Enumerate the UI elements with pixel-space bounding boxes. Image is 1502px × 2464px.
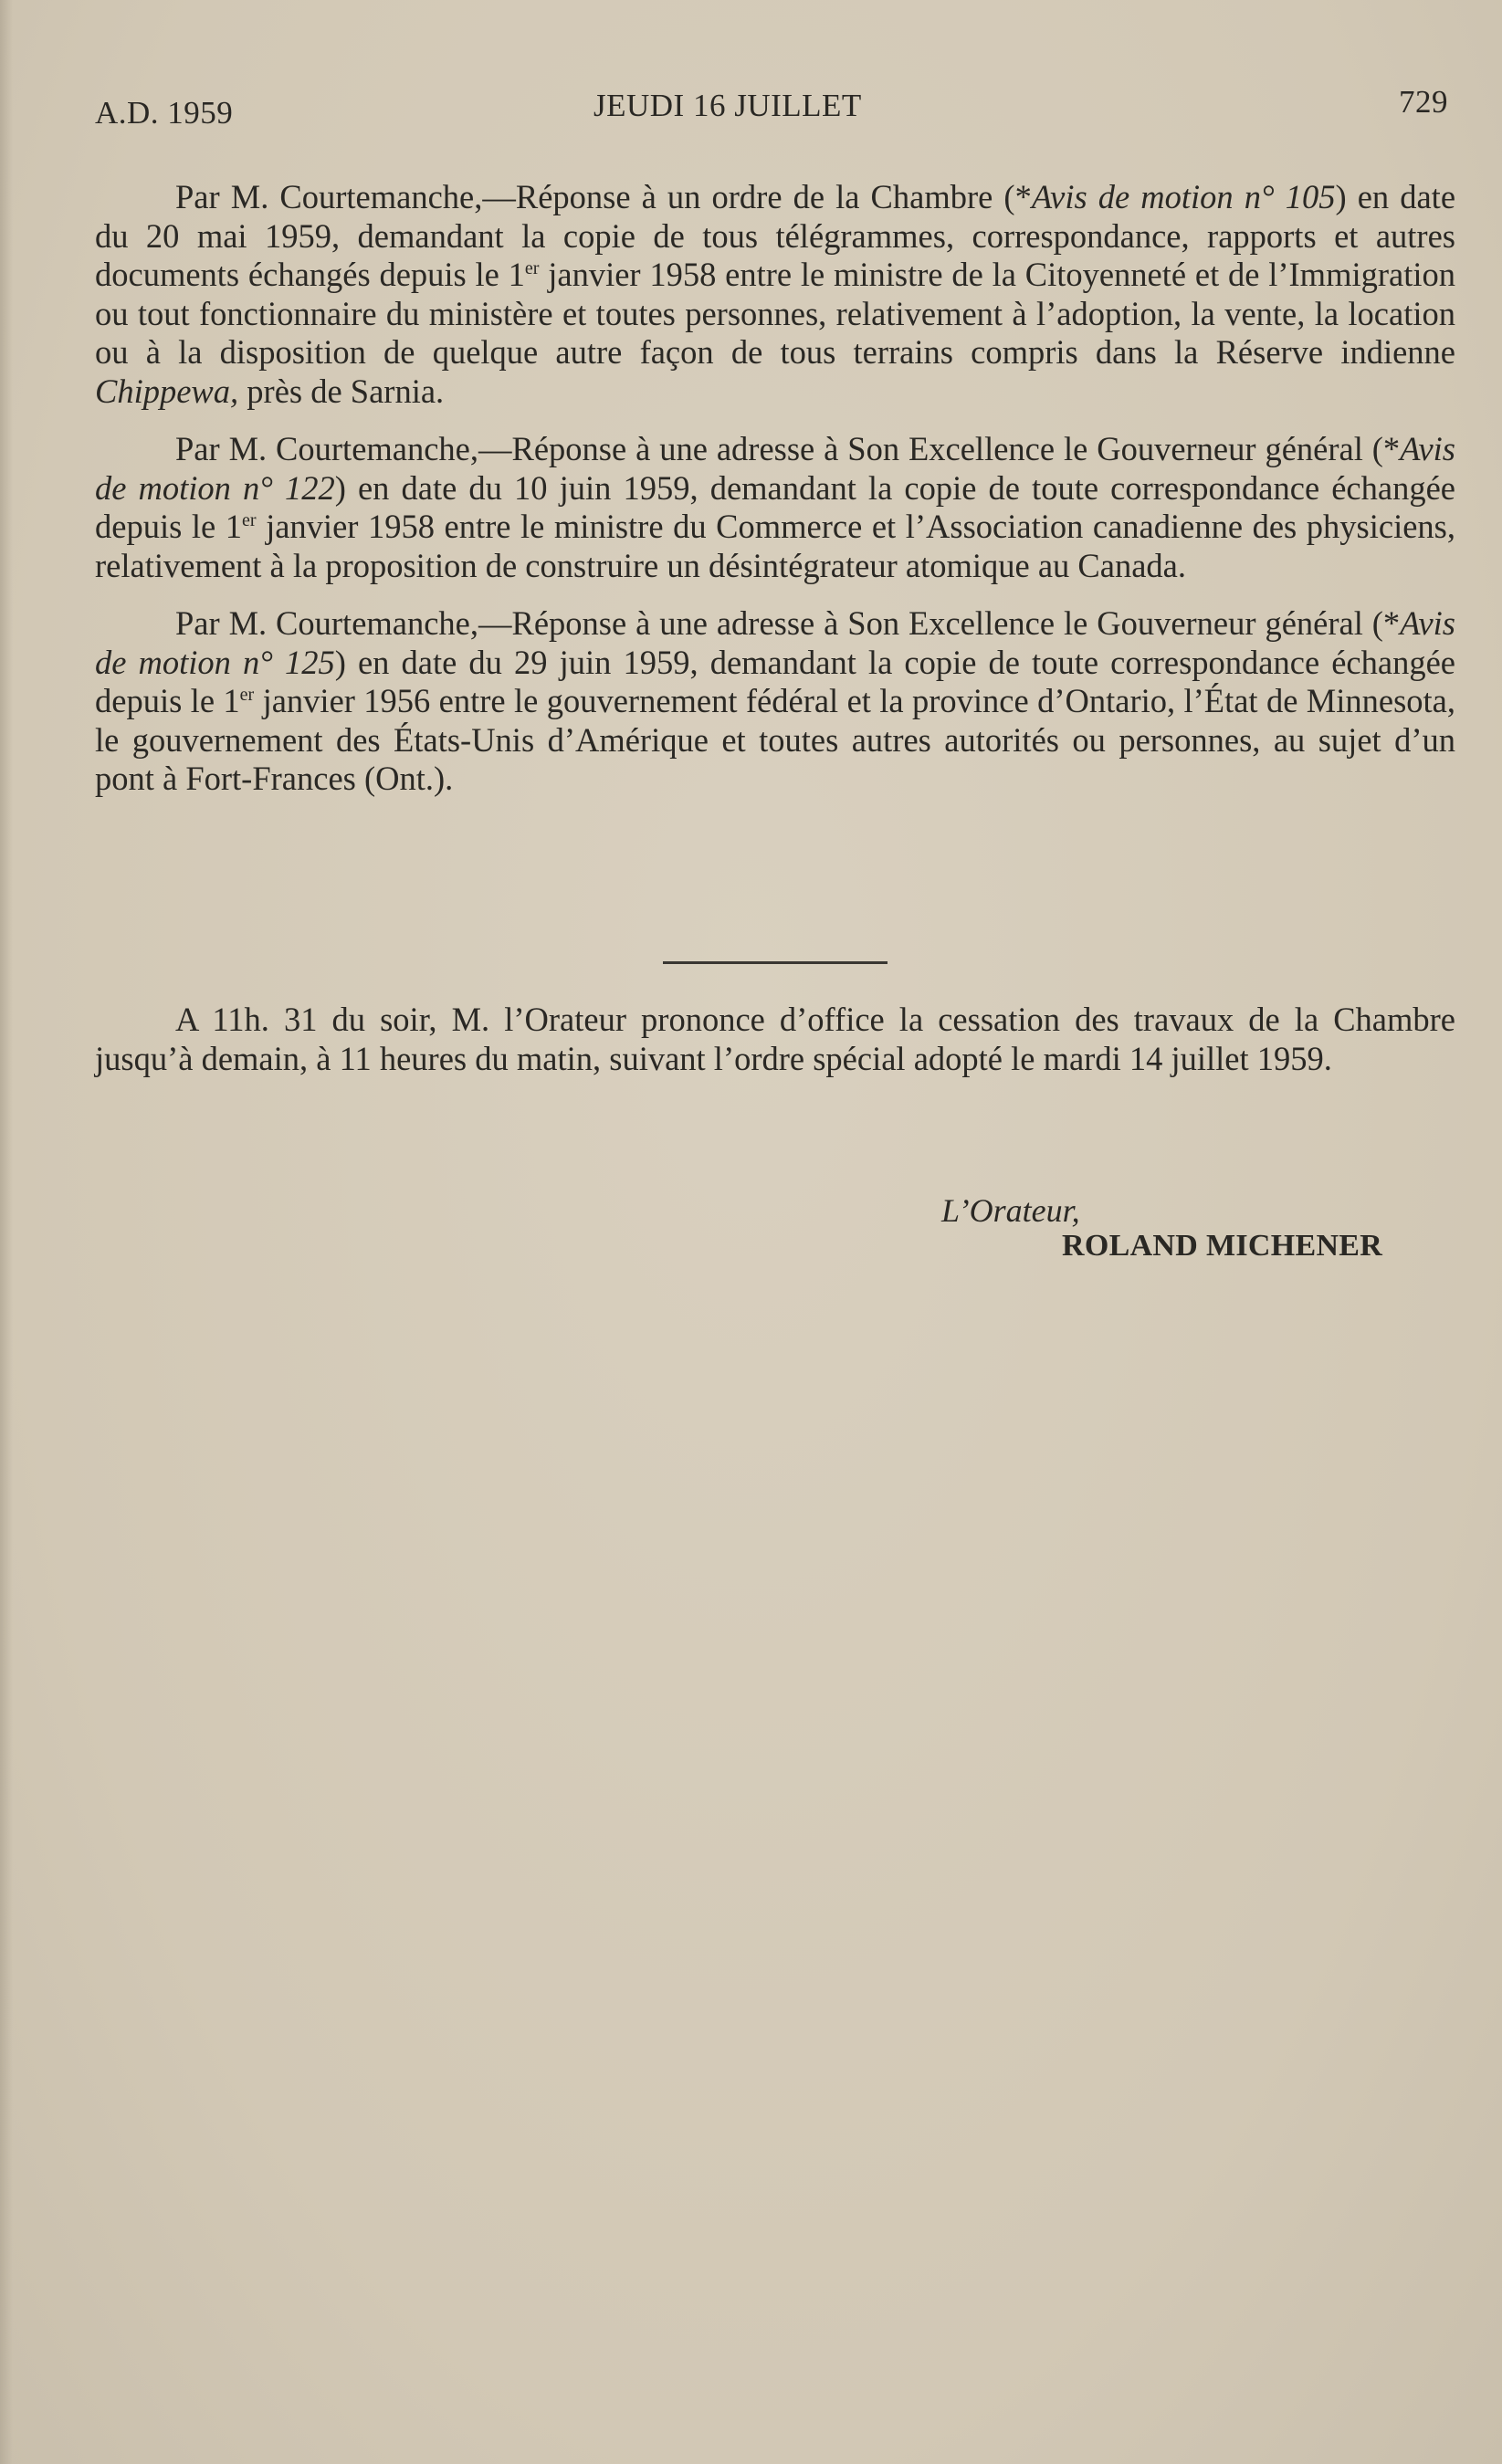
section-divider bbox=[663, 961, 888, 964]
header-year: A.D. 1959 bbox=[95, 95, 234, 131]
paragraph-2: Par M. Courtemanche,—Réponse à une adresse à Son Excellence le Gouverneur général (*Avis de motion n° 122) en date du 10 juin 1959, demandant la copie de toute correspondance échangée depuis le 1er janvier 1958 entre le ministre du Commerce et l’Association canadienne des physiciens, relativement à la proposition de construire un désintégrateur atomique au Canada. bbox=[95, 430, 1456, 584]
page-header bbox=[95, 84, 1448, 133]
header-date: JEUDI 16 JUILLET bbox=[593, 88, 862, 123]
body-text bbox=[95, 178, 1455, 799]
paragraph-1: Par M. Courtemanche,—Réponse à un ordre de la Chambre (*Avis de motion n° 105) en date du 20 mai 1959, demandant la copie de tous télégrammes, correspondance, rapports et autres documents échangés depuis le 1er janvier 1958 entre le ministre de la Citoyenneté et de l’Immigration ou tout fonctionnaire du ministère et toutes personnes, relativement à l’adoption, la vente, la location ou à la disposition de quelque autre façon de tous terrains compris dans la Réserve indienne Chippewa, près de Sarnia. bbox=[95, 178, 1456, 410]
signature-name: ROLAND MICHENER bbox=[1062, 1229, 1383, 1263]
closing-text: A 11h. 31 du soir, M. l’Orateur prononce d’office la cessation des travaux de la Chambre jusqu’à demain, à 11 heures du matin, suivant l’ordre spécial adopté le mardi 14 juillet 1959. bbox=[95, 1001, 1455, 1077]
page-number: 729 bbox=[1399, 84, 1448, 120]
signature-role: L’Orateur, bbox=[941, 1192, 1080, 1229]
paragraph-3: Par M. Courtemanche,—Réponse à une adresse à Son Excellence le Gouverneur général (*Avis de motion n° 125) en date du 29 juin 1959, demandant la copie de toute correspondance échangée depuis le 1er janvier 1956 entre le gouvernement fédéral et la province d’Ontario, l’État de Minnesota, le gouvernement des États-Unis d’Amérique et toutes autres autorités ou personnes, au sujet d’un pont à Fort-Frances (Ont.). bbox=[95, 604, 1455, 797]
closing-paragraph bbox=[95, 1001, 1455, 1078]
page-edge-shadow bbox=[0, 0, 13, 2464]
